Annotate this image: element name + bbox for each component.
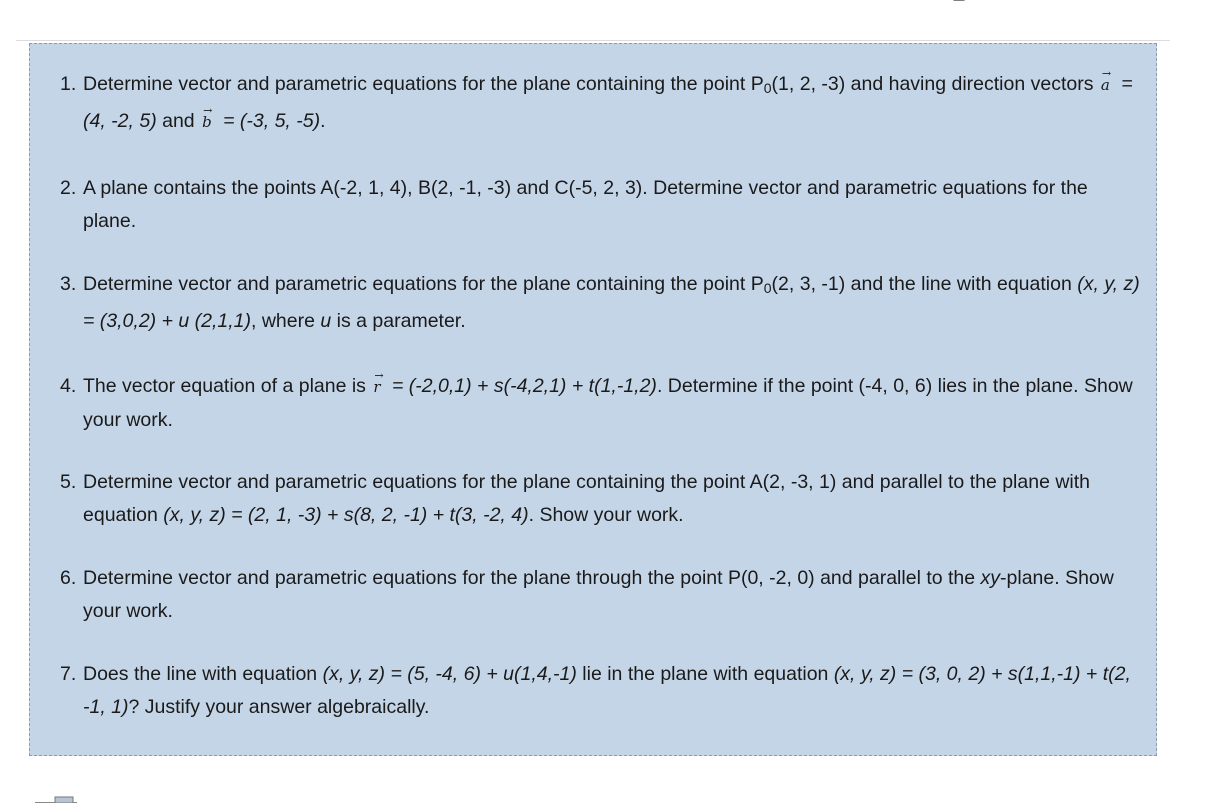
question-number: 4. [60,375,77,397]
question-item-6 [60,562,1145,628]
question-item-1 [60,68,1145,139]
question-item-7 [60,658,1145,724]
vector-b-symbol: → b [202,106,212,139]
question-text: The vector equation of a plane is → r = (-2,0,1) + s(-4,2,1) + t(1,-1,2). Determine if the point (-4, 0, 6) lies in the plane. Show your work. [60,370,1145,437]
expand-icon[interactable] [1047,0,1073,6]
toolbar-divider [16,40,1170,41]
download-icon[interactable] [862,0,876,6]
question-text: Determine vector and parametric equations for the plane through the point P(0, -2, 0) and parallel to the xy-plane. Show your work. [83,567,1114,622]
question-text: Determine vector and parametric equations for the plane containing the point $P_0(2$, 3, -1) and the line with equation (x, y, z) = (3,0,2) + u (2,1,1), where u is a parameter. [83,273,1140,332]
question-number: 6. [60,567,77,589]
question-panel [29,43,1157,756]
question-text: A plane contains the points A(-2, 1, 4), B(2, -1, -3) and C(-5, 2, 3). Determine vector and parametric equations for the plane. [83,177,1088,232]
question-number: 1. [60,73,77,95]
vector-r-symbol: → r [373,371,380,404]
question-text: Does the line with equation (x, y, z) = (5, -4, 6) + u(1,4,-1) lie in the plane with equation (x, y, z) = (3, 0, 2) + s(1,1,-1) + t(2, -1, 1)? Justify your answer algebraically. [83,663,1131,718]
question-number: 3. [60,273,77,295]
question-number: 5. [60,471,77,493]
question-item-4 [60,370,1145,437]
resize-handle-icon[interactable] [35,796,77,803]
question-number: 7. [60,663,77,685]
question-item-5 [60,466,1145,532]
vector-a-symbol: → a [1101,69,1110,102]
question-item-3 [60,268,1145,338]
copy-icon[interactable] [952,0,966,6]
question-text: Determine vector and parametric equations for the plane containing the point A(2, -3, 1) and parallel to the plane with equation (x, y, z) = (2, 1, -3) + s(8, 2, -1) + t(3, -2, 4). Show your work. [83,471,1091,526]
question-number: 2. [60,177,77,199]
question-item-2 [60,172,1145,238]
question-text: Determine vector and parametric equations for the plane containing the point $P_0(1$, 2, -3) and having direction vectors → a = (4, -2, 5) and → b = (-3, 5, -5). [60,68,1145,139]
